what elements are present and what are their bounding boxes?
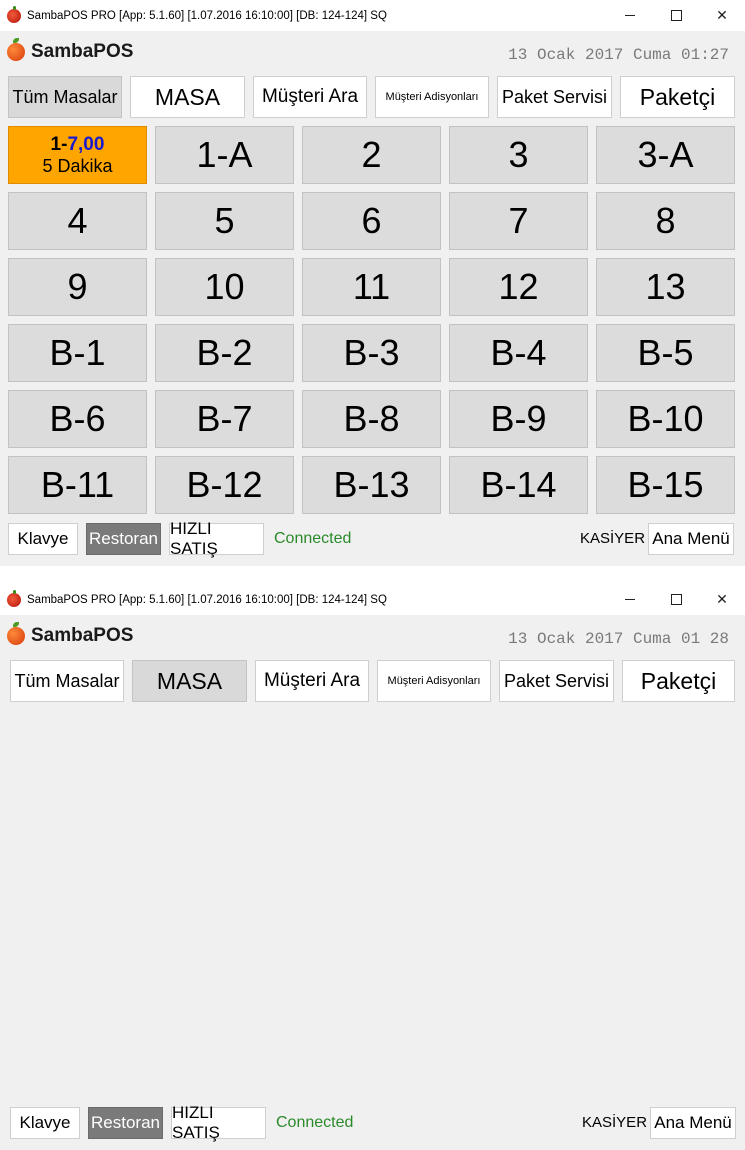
busy-table-elapsed: 5 Dakika <box>42 155 113 176</box>
table-button[interactable]: B-4 <box>449 324 588 382</box>
maximize-icon[interactable] <box>653 584 699 615</box>
nav-bar <box>10 660 735 702</box>
tab-customer-search[interactable]: Müşteri Ara <box>255 660 369 702</box>
table-button[interactable]: 10 <box>155 258 294 316</box>
connection-status: Connected <box>274 530 352 547</box>
window-title: SambaPOS PRO [App: 5.1.60] [1.07.2016 16:10:00] [DB: 124-124] SQ <box>27 9 387 22</box>
table-button[interactable]: B-15 <box>596 456 735 514</box>
table-button[interactable]: 12 <box>449 258 588 316</box>
current-user: KASİYER <box>580 530 646 547</box>
sambapos-logo <box>7 625 133 647</box>
department-button[interactable]: Restoran <box>86 523 161 555</box>
logo-text: SambaPOS <box>31 41 134 62</box>
department-button[interactable]: Restoran <box>88 1107 163 1139</box>
date-time: 13 Ocak 2017 Cuma 01:27 <box>508 46 729 64</box>
app-icon <box>7 593 21 607</box>
table-button[interactable]: B-7 <box>155 390 294 448</box>
tab-masa[interactable]: MASA <box>132 660 247 702</box>
table-button[interactable]: 1-A <box>155 126 294 184</box>
table-button[interactable]: B-10 <box>596 390 735 448</box>
main-menu-button[interactable]: Ana Menü <box>650 1107 736 1139</box>
title-bar <box>0 584 745 615</box>
table-button[interactable]: B-11 <box>8 456 147 514</box>
footer-bar <box>0 1103 745 1142</box>
table-button[interactable]: 11 <box>302 258 441 316</box>
tab-courier[interactable]: Paketçi <box>620 76 735 118</box>
table-button[interactable]: 7 <box>449 192 588 250</box>
apple-logo-icon <box>7 43 25 61</box>
tab-delivery-service[interactable]: Paket Servisi <box>499 660 614 702</box>
main-menu-button[interactable]: Ana Menü <box>648 523 734 555</box>
minimize-icon[interactable] <box>607 0 653 31</box>
table-button[interactable]: B-13 <box>302 456 441 514</box>
close-icon[interactable]: ✕ <box>716 591 728 608</box>
keyboard-button[interactable]: Klavye <box>8 523 78 555</box>
table-button[interactable]: B-12 <box>155 456 294 514</box>
tab-customer-search[interactable]: Müşteri Ara <box>253 76 367 118</box>
table-button[interactable]: B-9 <box>449 390 588 448</box>
close-icon[interactable]: ✕ <box>716 7 728 24</box>
connection-status: Connected <box>276 1114 354 1131</box>
window-controls <box>607 584 745 615</box>
table-button[interactable]: 6 <box>302 192 441 250</box>
sambapos-window-2 <box>0 584 745 1150</box>
busy-table-header <box>51 134 105 156</box>
tab-delivery-service[interactable]: Paket Servisi <box>497 76 612 118</box>
table-button[interactable]: B-8 <box>302 390 441 448</box>
footer-bar <box>0 519 745 558</box>
table-button[interactable]: B-1 <box>8 324 147 382</box>
nav-bar <box>8 76 737 118</box>
app-header <box>0 31 745 75</box>
table-button[interactable]: 2 <box>302 126 441 184</box>
table-button[interactable]: 9 <box>8 258 147 316</box>
current-user: KASİYER <box>582 1114 648 1131</box>
table-button[interactable]: B-2 <box>155 324 294 382</box>
busy-table-name: 1- <box>50 133 68 155</box>
table-button[interactable]: 8 <box>596 192 735 250</box>
table-button[interactable]: B-3 <box>302 324 441 382</box>
maximize-icon[interactable] <box>653 0 699 31</box>
date-time: 13 Ocak 2017 Cuma 01 28 <box>508 630 729 648</box>
table-button[interactable]: 4 <box>8 192 147 250</box>
table-button[interactable]: B-14 <box>449 456 588 514</box>
quick-sale-button[interactable]: HIZLI SATIŞ <box>169 523 264 555</box>
window-controls <box>607 0 745 31</box>
app-icon <box>7 9 21 23</box>
table-button[interactable]: 3-A <box>596 126 735 184</box>
quick-sale-button[interactable]: HIZLI SATIŞ <box>171 1107 266 1139</box>
tab-customer-tickets[interactable]: Müşteri Adisyonları <box>375 76 489 118</box>
tab-all-tables[interactable]: Tüm Masalar <box>10 660 124 702</box>
tab-customer-tickets[interactable]: Müşteri Adisyonları <box>377 660 491 702</box>
app-header <box>0 615 745 659</box>
table-button[interactable]: 3 <box>449 126 588 184</box>
tab-courier[interactable]: Paketçi <box>622 660 735 702</box>
tab-all-tables[interactable]: Tüm Masalar <box>8 76 122 118</box>
logo-text: SambaPOS <box>31 625 134 646</box>
table-button[interactable]: B-5 <box>596 324 735 382</box>
table-button[interactable]: B-6 <box>8 390 147 448</box>
busy-table-amount: 7,00 <box>67 133 105 155</box>
sambapos-window-1 <box>0 0 745 566</box>
window-title: SambaPOS PRO [App: 5.1.60] [1.07.2016 16:10:00] [DB: 124-124] SQ <box>27 593 387 606</box>
apple-logo-icon <box>7 627 25 645</box>
table-button[interactable]: 5 <box>155 192 294 250</box>
title-bar <box>0 0 745 31</box>
tab-masa[interactable]: MASA <box>130 76 245 118</box>
table-button-busy[interactable] <box>8 126 147 184</box>
minimize-icon[interactable] <box>607 584 653 615</box>
sambapos-logo <box>7 41 133 63</box>
table-button[interactable]: 13 <box>596 258 735 316</box>
keyboard-button[interactable]: Klavye <box>10 1107 80 1139</box>
